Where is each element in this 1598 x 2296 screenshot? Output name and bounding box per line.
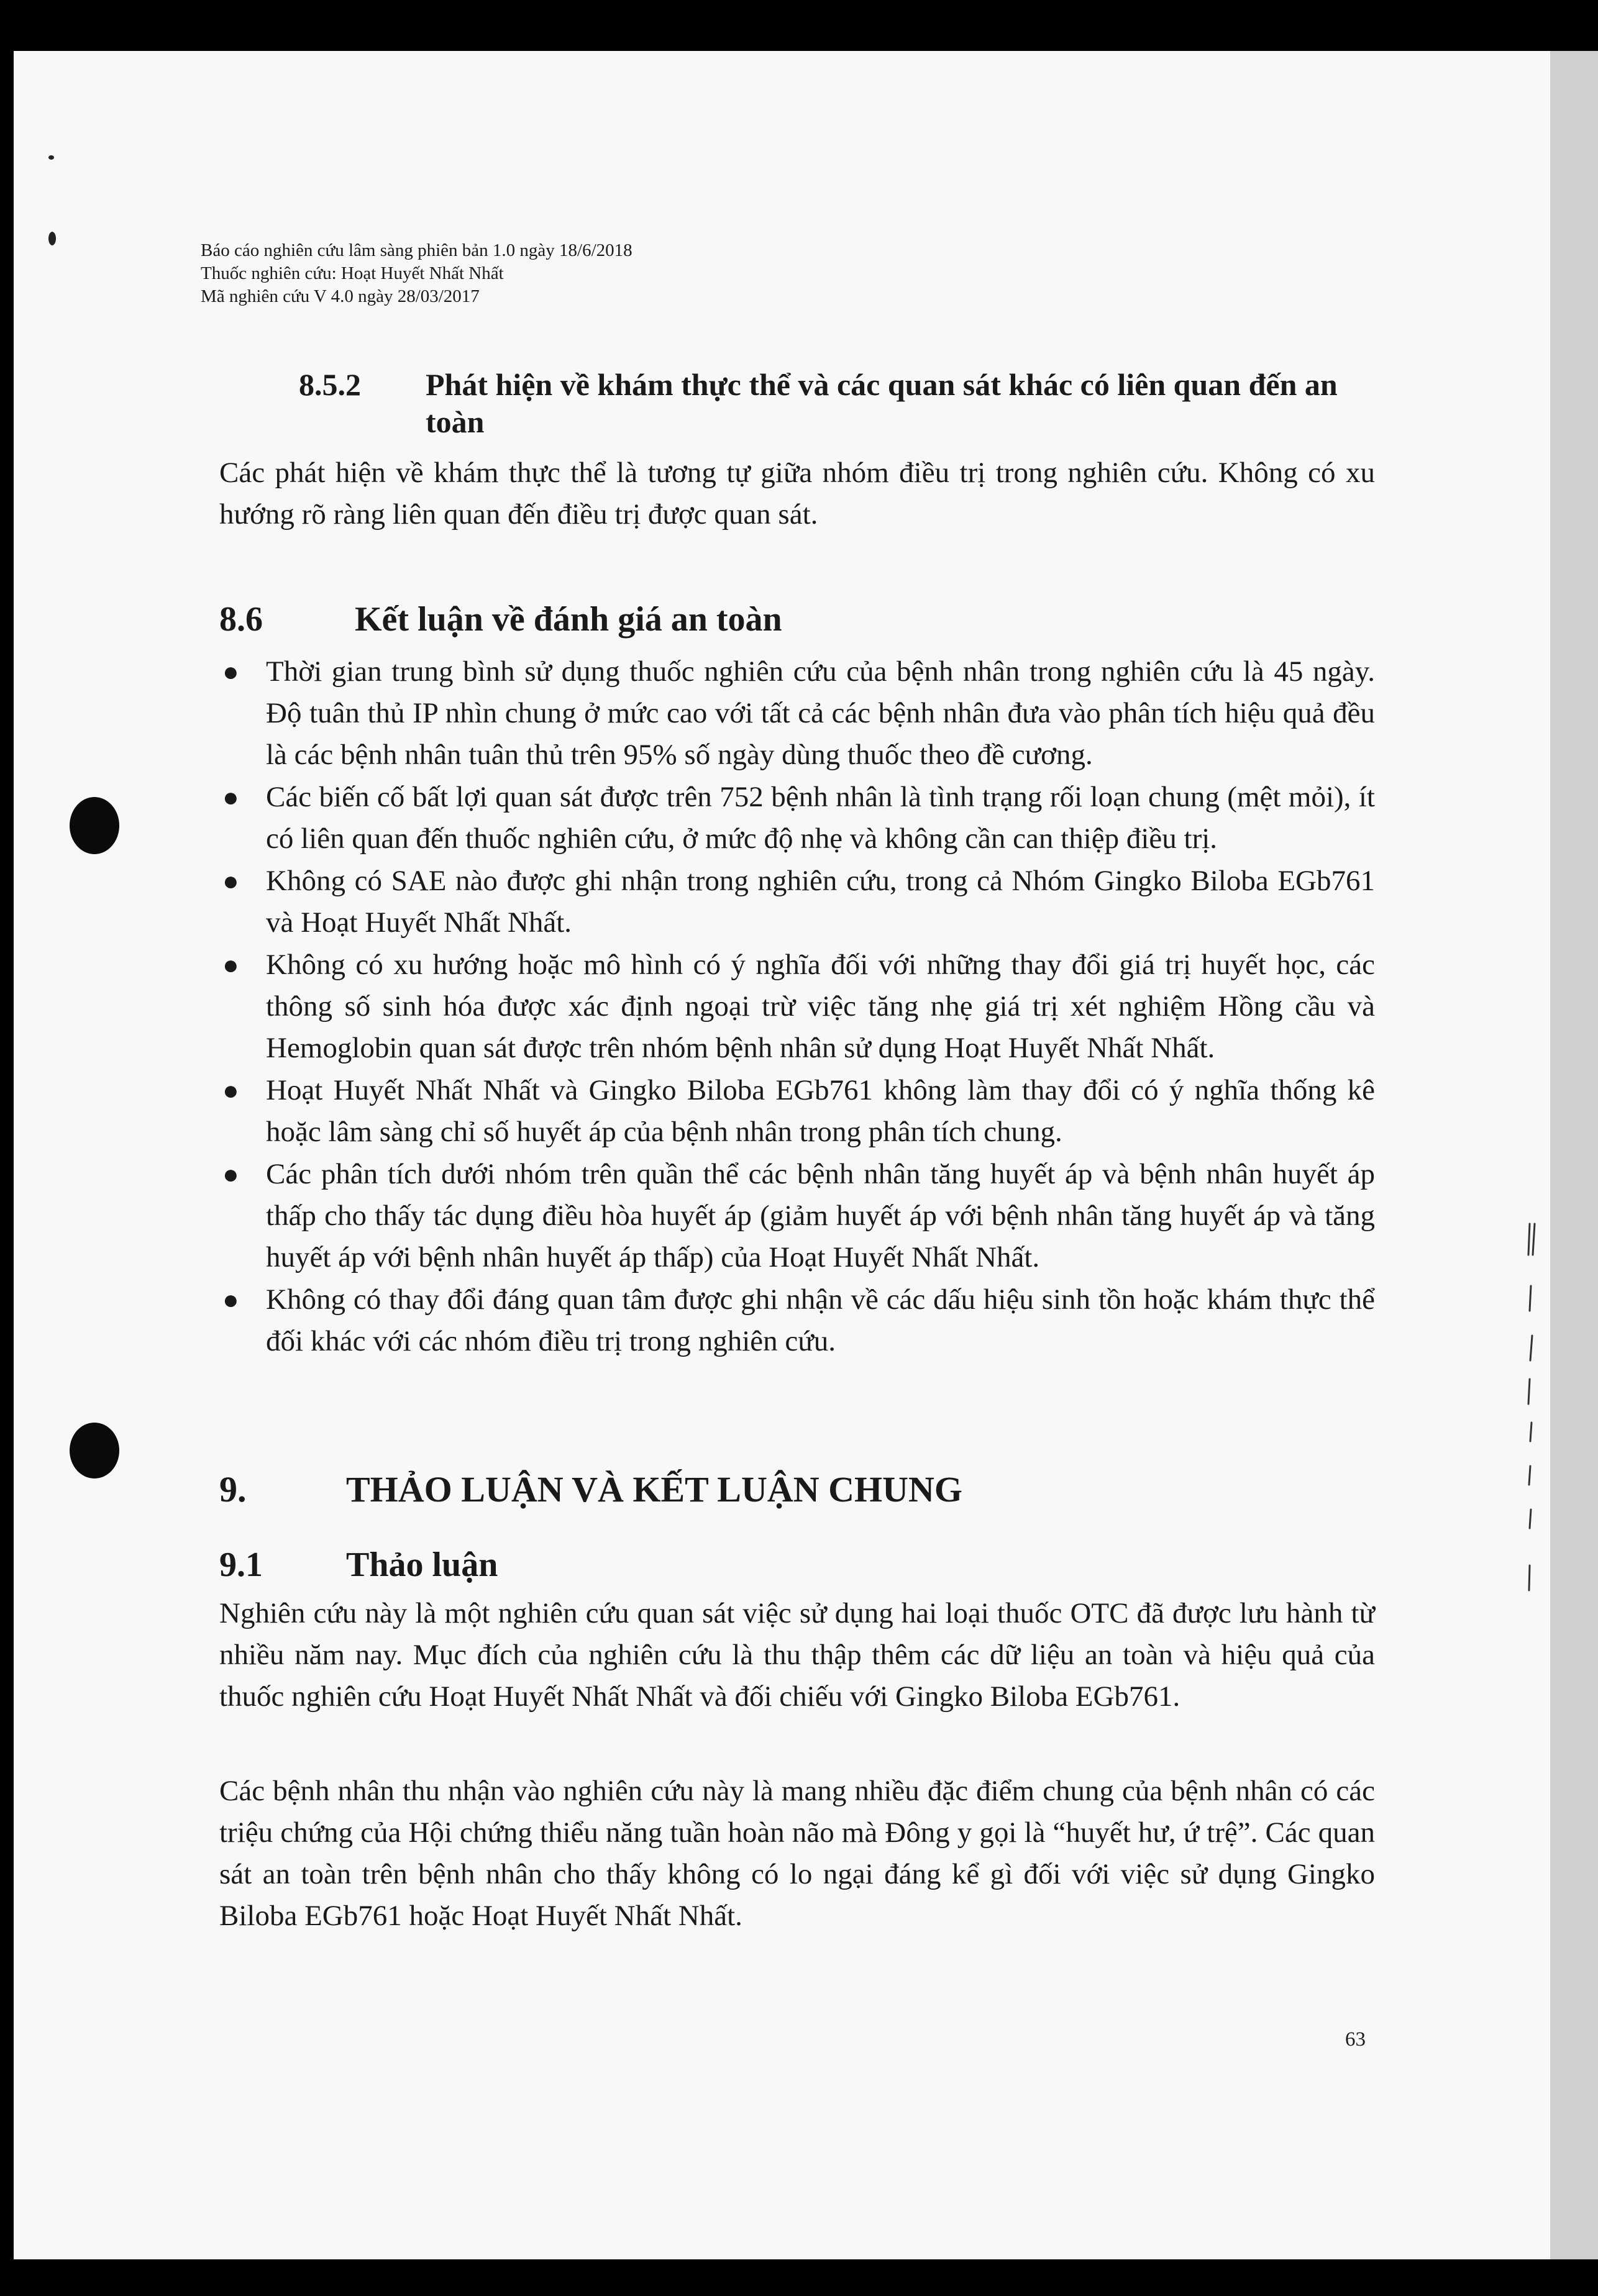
list-item-text: Hoạt Huyết Nhất Nhất và Gingko Biloba EGb761 không làm thay đổi có ý nghĩa thống kê hoặc lâm sàng chỉ số huyết áp của bệnh nhân trong phân tích chung. [266,1074,1375,1148]
bullet-icon: ● [222,657,239,687]
page-number: 63 [1345,2028,1366,2051]
section-number: 8.5.2 [299,367,361,402]
list-item-text: Các phân tích dưới nhóm trên quần thể các bệnh nhân tăng huyết áp và bệnh nhân huyết áp thấp cho thấy tác dụng điều hòa huyết áp (giảm huyết áp với bệnh nhân tăng huyết áp và tăng huyết áp với bệnh nhân huyết áp thấp) của Hoạt Huyết Nhất Nhất. [266,1158,1375,1273]
chapter-number: 9. [219,1469,247,1510]
chapter-title: THẢO LUẬN VÀ KẾT LUẬN CHUNG [346,1469,963,1510]
list-item [219,860,1375,944]
punch-hole [70,797,119,854]
list-item [219,1070,1375,1153]
scan-margin-strip [1550,51,1598,2259]
list-item-text: Không có SAE nào được ghi nhận trong nghiên cứu, trong cả Nhóm Gingko Biloba EGb761 và Hoạt Huyết Nhất Nhất. [266,865,1375,939]
list-item [219,1154,1375,1278]
conclusion-list [219,651,1375,1363]
list-item-text: Các biến cố bất lợi quan sát được trên 752 bệnh nhân là tình trạng rối loạn chung (mệt mỏi), ít có liên quan đến thuốc nghiên cứu, ở mức độ nhẹ và không cần can thiệp điều trị. [266,781,1375,855]
section-number: 8.6 [219,600,263,639]
scan-speck [48,232,56,245]
paragraph: Các phát hiện về khám thực thể là tương tự giữa nhóm điều trị trong nghiên cứu. Không có xu hướng rõ ràng liên quan đến điều trị được quan sát. [219,457,1375,531]
list-item-text: Không có thay đổi đáng quan tâm được ghi nhận về các dấu hiệu sinh tồn hoặc khám thực thể đối khác với các nhóm điều trị trong nghiên cứu. [266,1283,1375,1357]
scan-bottom-edge [0,2259,1598,2296]
running-header [201,239,632,308]
handwritten-margin-marks [1522,1218,1541,1603]
section-title: Thảo luận [346,1546,498,1584]
section-number: 9.1 [219,1546,263,1584]
bullet-icon: ● [222,1159,239,1190]
list-item [219,777,1375,860]
bullet-icon: ● [222,1075,239,1106]
paragraph: Nghiên cứu này là một nghiên cứu quan sát việc sử dụng hai loại thuốc OTC đã được lưu hành từ nhiều năm nay. Mục đích của nghiên cứu là thu thập thêm các dữ liệu an toàn và hiệu quả của thuốc nghiên cứu Hoạt Huyết Nhất Nhất và đối chiếu với Gingko Biloba EGb761. [219,1597,1375,1713]
list-item [219,651,1375,776]
bullet-icon: ● [222,950,239,980]
bullet-icon: ● [222,1285,239,1315]
list-item [219,944,1375,1069]
bullet-icon: ● [222,782,239,813]
scan-speck [48,155,54,160]
section-title: Kết luận về đánh giá an toàn [355,600,782,639]
list-item-text: Thời gian trung bình sử dụng thuốc nghiên cứu của bệnh nhân trong nghiên cứu là 45 ngày. Độ tuân thủ IP nhìn chung ở mức cao với tất cả các bệnh nhân đưa vào phân tích hiệu quả đều là các bệnh nhân tuân thủ trên 95% số ngày dùng thuốc theo đề cương. [266,655,1375,771]
bullet-icon: ● [222,866,239,896]
section-title: Phát hiện về khám thực thể và các quan sát khác có liên quan đến an [426,367,1338,402]
list-item [219,1279,1375,1362]
section-title: toàn [426,404,485,439]
paragraph: Các bệnh nhân thu nhận vào nghiên cứu này là mang nhiều đặc điểm chung của bệnh nhân có các triệu chứng của Hội chứng thiểu năng tuần hoàn não mà Đông y gọi là “huyết hư, ứ trệ”. Các quan sát an toàn trên bệnh nhân cho thấy không có lo ngại đáng kể gì đối với việc sử dụng Gingko Biloba EGb761 hoặc Hoạt Huyết Nhất Nhất. [219,1775,1375,1932]
header-line: Báo cáo nghiên cứu lâm sàng phiên bản 1.0 ngày 18/6/2018 [201,240,632,260]
punch-hole [70,1423,119,1478]
header-line: Mã nghiên cứu V 4.0 ngày 28/03/2017 [201,286,480,306]
header-line: Thuốc nghiên cứu: Hoạt Huyết Nhất Nhất [201,263,504,283]
list-item-text: Không có xu hướng hoặc mô hình có ý nghĩa đối với những thay đổi giá trị huyết học, các thông số sinh hóa được xác định ngoại trừ việc tăng nhẹ giá trị xét nghiệm Hồng cầu và Hemoglobin quan sát được trên nhóm bệnh nhân sử dụng Hoạt Huyết Nhất Nhất. [266,949,1375,1064]
